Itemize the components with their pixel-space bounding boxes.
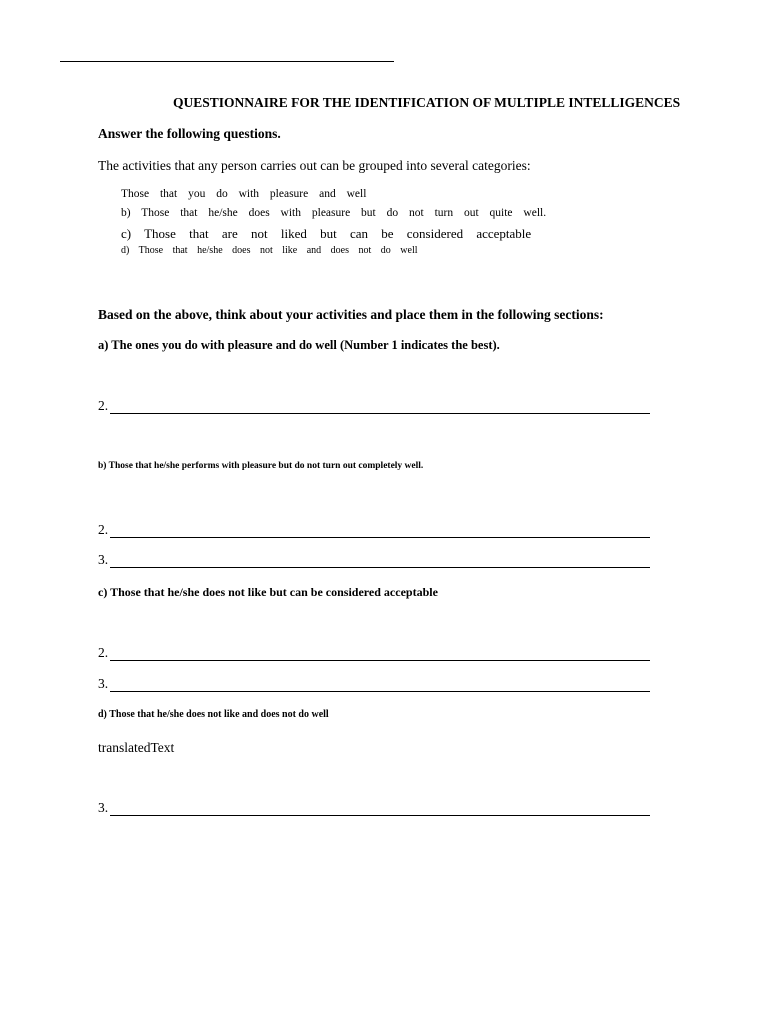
page-title: QUESTIONNAIRE FOR THE IDENTIFICATION OF MULTIPLE INTELLIGENCES bbox=[173, 95, 681, 110]
section-b-heading: b) Those that he/she performs with pleasure but do not turn out completely well. bbox=[98, 461, 424, 471]
blank-line bbox=[110, 537, 650, 538]
line-number: 2. bbox=[98, 522, 109, 537]
blank-line bbox=[110, 660, 650, 661]
header-rule bbox=[60, 61, 394, 62]
line-number: 2. bbox=[98, 645, 109, 660]
section-a-answer-line[interactable] bbox=[98, 398, 650, 416]
blank-line bbox=[110, 413, 650, 414]
blank-line bbox=[110, 567, 650, 568]
intro-text: The activities that any person carries out can be grouped into several categories: bbox=[98, 158, 531, 173]
line-number: 3. bbox=[98, 800, 109, 815]
line-number: 2. bbox=[98, 398, 109, 413]
section-d-placeholder-text: translatedText bbox=[98, 740, 175, 755]
section-c-answer-line[interactable] bbox=[98, 645, 650, 663]
section-d-answer-line[interactable] bbox=[98, 800, 650, 818]
section-a-heading: a) The ones you do with pleasure and do well (Number 1 indicates the best). bbox=[98, 338, 500, 352]
category-c: c) Those that are not liked but can be considered acceptable bbox=[121, 226, 532, 241]
line-number: 3. bbox=[98, 676, 109, 691]
section-c-answer-line[interactable] bbox=[98, 676, 650, 694]
section-d-heading: d) Those that he/she does not like and does not do well bbox=[98, 709, 329, 720]
section-b-answer-line[interactable] bbox=[98, 552, 650, 570]
category-d: d) Those that he/she does not like and does not do well bbox=[121, 245, 418, 256]
category-b: b) Those that he/she does with pleasure but do not turn out quite well. bbox=[121, 207, 547, 219]
blank-line bbox=[110, 691, 650, 692]
section-c-heading: c) Those that he/she does not like but can be considered acceptable bbox=[98, 585, 438, 599]
section-b-answer-line[interactable] bbox=[98, 522, 650, 540]
prompt-text: Based on the above, think about your activities and place them in the following sections: bbox=[98, 307, 604, 322]
blank-line bbox=[110, 815, 650, 816]
category-a: Those that you do with pleasure and well bbox=[121, 188, 367, 200]
instruction-text: Answer the following questions. bbox=[98, 126, 281, 141]
line-number: 3. bbox=[98, 552, 109, 567]
